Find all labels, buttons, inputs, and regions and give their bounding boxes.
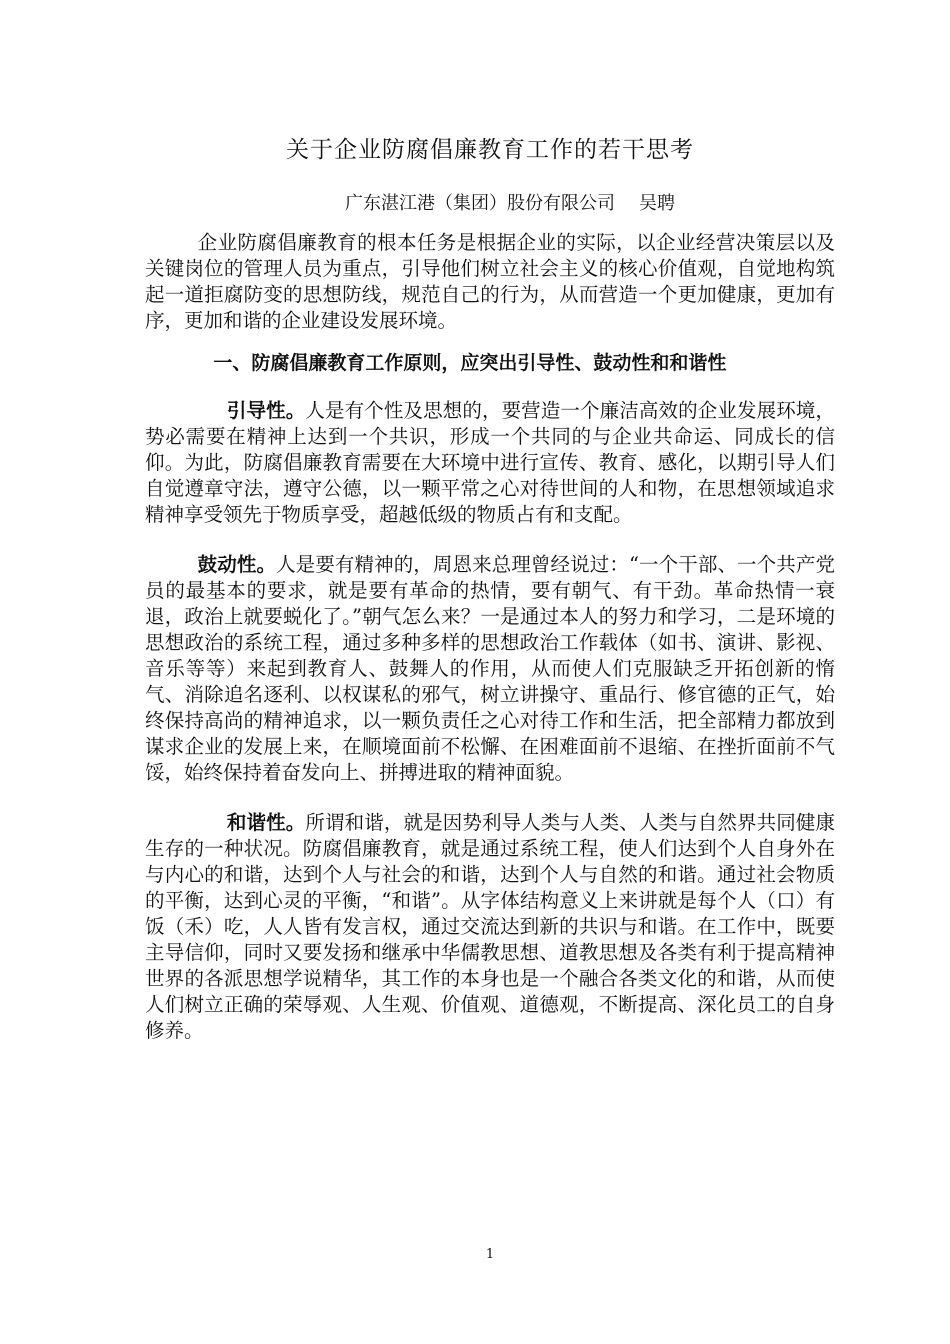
document-body (145, 130, 835, 1044)
paragraph-text: 人是有个性及思想的，要营造一个廉洁高效的企业发展环境，势必需要在精神上达到一个共识，形成一个共同的与企业共命运、同成长的信仰。为此，防腐倡廉教育需要在大环境中进行宣传、教育、感化，以期引导人们自觉遵章守法，遵守公德，以一颗平常之心对待世间的人和物，在思想领域追求精神享受领先于物质享受，超越低级的物质占有和支配。 (145, 399, 835, 526)
byline-organization: 广东湛江港（集团）股份有限公司 (345, 193, 615, 214)
byline-author: 吴聘 (639, 193, 675, 214)
section-heading: 一、防腐倡廉教育工作原则，应突出引导性、鼓动性和和谐性 (213, 352, 727, 374)
paragraph-motivation (145, 552, 835, 786)
intro-paragraph: 企业防腐倡廉教育的根本任务是根据企业的实际，以企业经营决策层以及关键岗位的管理人员为重点，引导他们树立社会主义的核心价值观，自觉地构筑起一道拒腐防变的思想防线，规范自己的行为，从而营造一个更加健康，更加有序，更加和谐的企业建设发展环境。 (145, 231, 835, 332)
paragraph-text: 所谓和谐，就是因势利导人类与人类、人类与自然界共同健康生存的一种状况。防腐倡廉教育，就是通过系统工程，使人们达到个人自身外在与内心的和谐，达到个人与社会的和谐，达到个人与自然的和谐。通过社会物质的平衡，达到心灵的平衡，“和谐”。从字体结构意义上来讲就是每个人（口）有饭（禾）吃，人人皆有发言权，通过交流达到新的共识与和谐。在工作中，既要主导信仰，同时又要发扬和继承中华儒教思想、道教思想及各类有利于提高精神世界的各派思想学说精华，其工作的本身也是一个融合各类文化的和谐，从而使人们树立正确的荣辱观、人生观、价值观、道德观，不断提高、深化员工的自身修养。 (145, 811, 835, 1042)
paragraph-text: 人是要有精神的，周恩来总理曾经说过：“一个干部、一个共产党员的最基本的要求，就是要有革命的热情，要有朝气、有干劲。革命热情一衰退，政治上就要蜕化了。”朝气怎么来？一是通过本人的努力和学习，二是环境的思想政治的系统工程，通过多种多样的思想政治工作载体（如书、演讲、影视、音乐等等）来起到教育人、鼓舞人的作用，从而使人们克服缺乏开拓创新的惰气、消除追名逐利、以权谋私的邪气，树立讲操守、重品行、修官德的正气，始终保持高尚的精神追求，以一颗负责任之心对待工作和生活，把全部精力都放到谋求企业的发展上来，在顺境面前不松懈、在困难面前不退缩、在挫折面前不气馁，始终保持着奋发向上、拼搏进取的精神面貌。 (145, 553, 835, 784)
page-number: 1 (485, 1247, 495, 1262)
paragraph-lead: 和谐性。 (226, 811, 306, 834)
paragraph-lead: 鼓动性。 (197, 553, 277, 576)
byline (145, 190, 835, 218)
paragraph-guidance (145, 398, 835, 528)
paragraph-harmony (145, 810, 835, 1044)
document-title: 关于企业防腐倡廉教育工作的若干思考 (286, 137, 694, 163)
paragraph-lead: 引导性。 (226, 399, 306, 422)
